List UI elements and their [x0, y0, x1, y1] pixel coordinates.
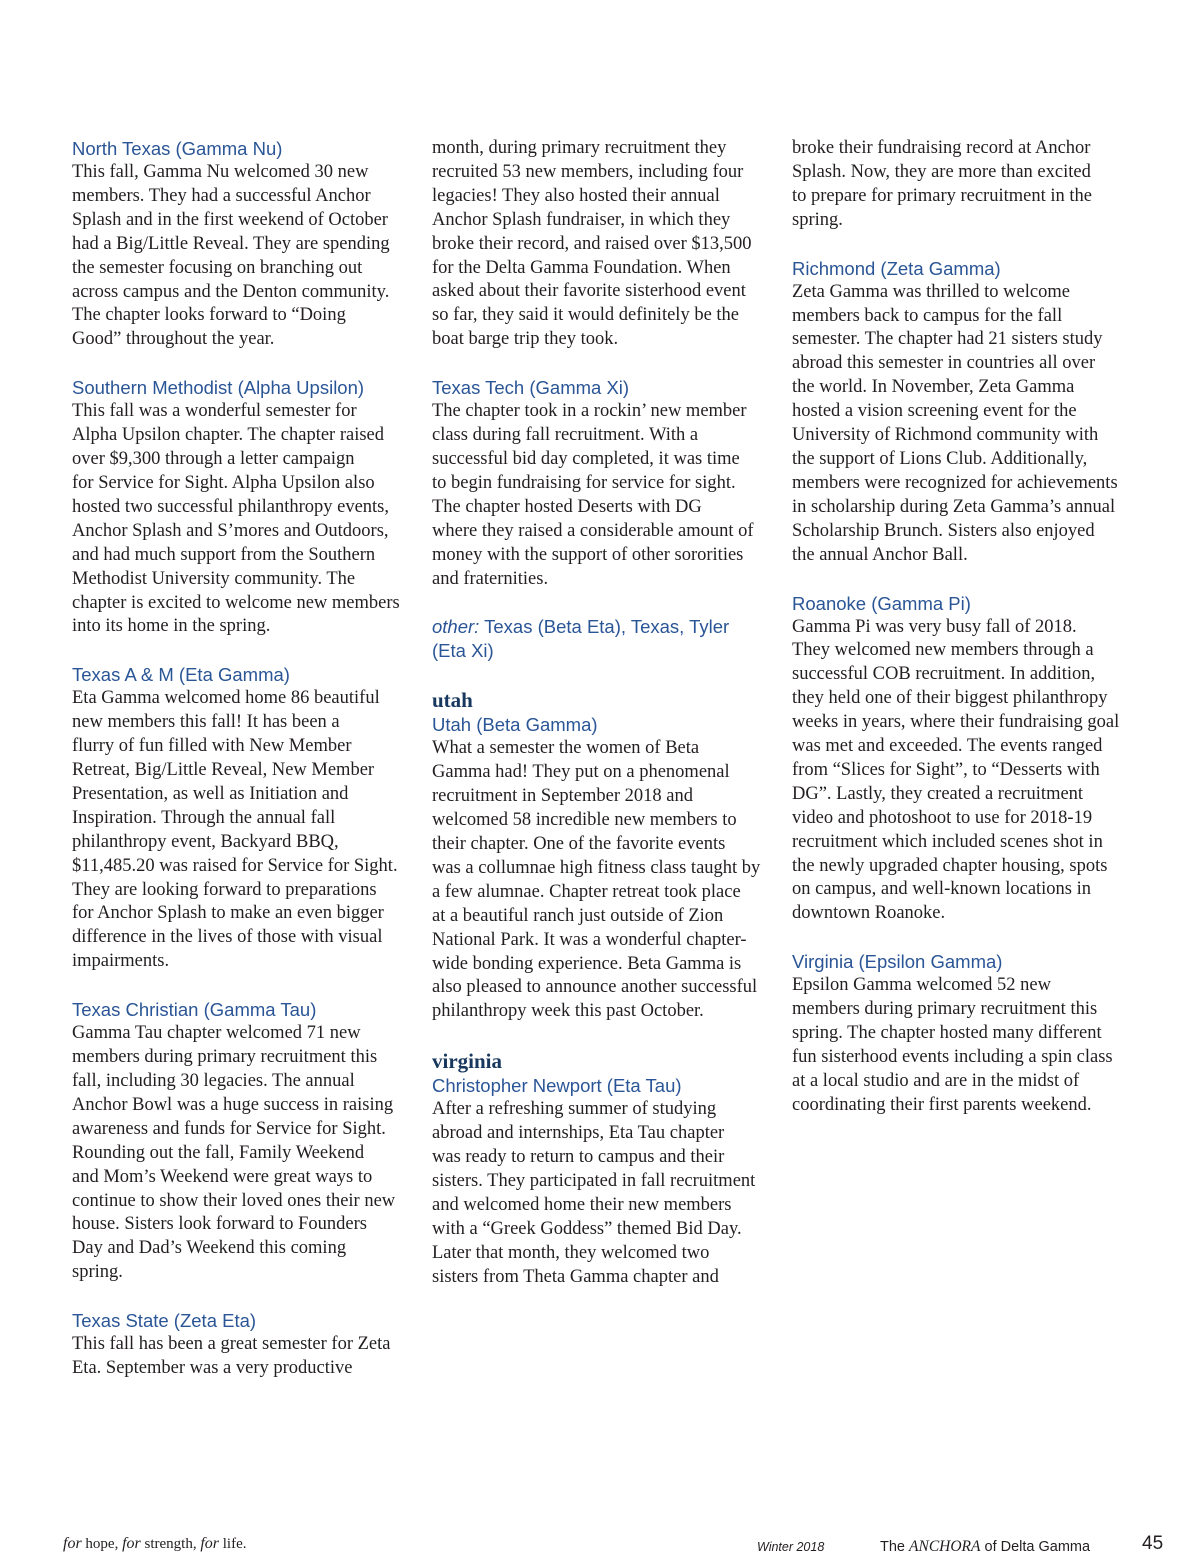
chapter-heading-text: Texas A & M (Eta Gamma): [72, 664, 290, 686]
chapter-body: Eta Gamma welcomed home 86 beautiful new members this fall! It has been a flurry of fun filled with New Member Retreat, Big/Little Reveal, New Member Presentation, as well as Initiation and Inspiration. Through the annual fall philanthropy event, Backyard BBQ, $11,485.20 was raised for Service for Sight. They are looking forward to preparations for Anchor Splash to make an even bigger difference in the lives of those with visual impairments.: [72, 688, 398, 972]
magazine-name: [880, 1538, 1090, 1556]
chapter-body: This fall, Gamma Nu welcomed 30 new members. They had a successful Anchor Splash and in the first weekend of October had a Big/Little Reveal. They are spending the semester focusing on branching out across campus and the Denton community. The chapter looks forward to “Doing Good” throughout the year.: [72, 162, 390, 350]
chapter-heading-text: Virginia (Epsilon Gamma): [792, 951, 1003, 973]
chapter-section: [792, 137, 1137, 233]
chapter-body: The chapter took in a rockin’ new member class during fall recruitment. With a successful bid day completed, it was time to begin fundraising for service for sight. The chapter hosted Deserts with DG where they raised a considerable amount of money with the support of other sororities and fraternities.: [432, 401, 754, 589]
chapter-heading: [432, 376, 772, 400]
chapter-heading: [72, 137, 417, 161]
state-heading: utah: [432, 688, 473, 713]
chapter-section: [72, 376, 417, 639]
chapter-heading: [792, 257, 1137, 281]
chapter-section: [792, 592, 1137, 927]
column-right: [792, 137, 1137, 1142]
chapter-heading-text: Texas Christian (Gamma Tau): [72, 999, 317, 1021]
chapter-body: month, during primary recruitment they recruited 53 new members, including four legacies! They also hosted their annual Anchor Splash fundraiser, in which they broke their record, and raised over $13,500 for the Delta Gamma Foundation. When asked about their favorite sisterhood event so far, they said it would definitely be the boat barge trip they took.: [432, 138, 752, 350]
chapter-section: [792, 950, 1137, 1117]
tagline-life: life.: [219, 1536, 247, 1552]
other-label: other:: [432, 616, 480, 638]
chapter-heading: [432, 713, 772, 737]
magazine-suffix: of Delta Gamma: [980, 1539, 1091, 1555]
chapter-heading: [72, 663, 417, 687]
page-footer: [0, 1535, 1200, 1559]
chapter-body: Gamma Tau chapter welcomed 71 new members during primary recruitment this fall, including 30 legacies. The annual Anchor Bowl was a huge success in raising awareness and funds for Service for Sight. Rounding out the fall, Family Weekend and Mom’s Weekend were great ways to continue to show their loved ones their new house. Sisters look forward to Founders Day and Dad’s Weekend this coming spring.: [72, 1023, 396, 1283]
chapter-heading: [792, 950, 1137, 974]
column-left: [72, 137, 417, 1405]
chapter-section: [432, 687, 772, 1024]
chapter-body: Gamma Pi was very busy fall of 2018. They welcomed new members through a successful COB recruitment. In addition, they held one of their biggest philanthropy weeks in years, where their fundraising goal was met and exceeded. The events ranged from “Slices for Sight”, to “Desserts with DG”. Lastly, they created a recruitment video and photoshoot to use for 2018-19 recruitment which included scenes shot in the newly upgraded chapter housing, spots on campus, and well-known locations in downtown Roanoke.: [792, 616, 1120, 924]
chapter-section: [72, 1309, 417, 1381]
chapter-body: This fall has been a great semester for Zeta Eta. September was a very productive: [72, 1334, 391, 1379]
magazine-prefix: The: [880, 1539, 910, 1555]
tagline-for-3: for: [200, 1535, 220, 1552]
chapter-heading: [432, 1074, 772, 1098]
chapter-heading-text: Utah (Beta Gamma): [432, 714, 598, 736]
chapter-heading: [432, 615, 772, 663]
chapter-heading-text: Texas (Beta Eta), Texas, Tyler (Eta Xi): [432, 616, 730, 662]
chapter-section: [432, 137, 772, 352]
chapter-body: Epsilon Gamma welcomed 52 new members during primary recruitment this spring. The chapter hosted many different fun sisterhood events including a spin class at a local studio and are in the midst of coordinating their first parents weekend.: [792, 975, 1113, 1115]
tagline-strength: strength,: [140, 1536, 201, 1552]
chapter-heading-text: Texas Tech (Gamma Xi): [432, 377, 630, 399]
chapter-heading-text: Roanoke (Gamma Pi): [792, 592, 971, 614]
tagline: [63, 1535, 247, 1553]
page-number: 45: [1142, 1533, 1164, 1554]
chapter-section: [432, 376, 772, 591]
chapter-heading: [72, 998, 417, 1022]
tagline-for-2: for: [122, 1535, 141, 1552]
tagline-hope: hope,: [81, 1536, 123, 1552]
chapter-heading: [72, 1309, 417, 1333]
chapter-heading-text: North Texas (Gamma Nu): [72, 138, 283, 159]
state-heading: virginia: [432, 1049, 503, 1074]
chapter-section: [432, 1048, 772, 1289]
chapter-heading: [72, 376, 417, 400]
chapter-section: [72, 137, 417, 352]
chapter-section: [432, 615, 772, 663]
chapter-section: [72, 998, 417, 1285]
tagline-for-1: for: [63, 1535, 82, 1552]
chapter-section: [792, 257, 1137, 568]
chapter-heading-text: Southern Methodist (Alpha Upsilon): [72, 377, 365, 399]
chapter-body: This fall was a wonderful semester for Alpha Upsilon chapter. The chapter raised over $9,300 through a letter campaign for Service for Sight. Alpha Upsilon also hosted two successful philanthropy events, Anchor Splash and S’mores and Outdoors, and had much support from the Southern Methodist University community. The chapter is excited to welcome new members into its home in the spring.: [72, 401, 400, 637]
magazine-title: ANCHORA: [909, 1538, 981, 1555]
chapter-body: broke their fundraising record at Anchor Splash. Now, they are more than excited to prepare for primary recruitment in the spring.: [792, 138, 1092, 230]
chapter-heading-text: Christopher Newport (Eta Tau): [432, 1075, 682, 1097]
issue-season: Winter 2018: [757, 1540, 825, 1554]
chapter-body: What a semester the women of Beta Gamma had! They put on a phenomenal recruitment in September 2018 and welcomed 58 incredible new members to their chapter. One of the favorite events was a collumnae high fitness class taught by a few alumnae. Chapter retreat took place at a beautiful ranch just outside of Zion National Park. It was a wonderful chapter- wide bonding experience. Beta Gamma is also pleased to announce another successful philanthropy week this past October.: [432, 738, 761, 1022]
chapter-heading-text: Texas State (Zeta Eta): [72, 1310, 257, 1332]
chapter-body: After a refreshing summer of studying abroad and internships, Eta Tau chapter was ready to return to campus and their sisters. They participated in fall recruitment and welcomed home their new members with a “Greek Goddess” themed Bid Day. Later that month, they welcomed two sisters from Theta Gamma chapter and: [432, 1099, 756, 1287]
chapter-section: [72, 663, 417, 974]
chapter-body: Zeta Gamma was thrilled to welcome members back to campus for the fall semester. The chapter had 21 sisters study abroad this semester in countries all over the world. In November, Zeta Gamma hosted a vision screening event for the University of Richmond community with the support of Lions Club. Additionally, members were recognized for achievements in scholarship during Zeta Gamma’s annual Scholarship Brunch. Sisters also enjoyed the annual Anchor Ball.: [792, 281, 1118, 565]
chapter-heading: [792, 592, 1137, 616]
column-middle: [432, 137, 772, 1314]
chapter-heading-text: Richmond (Zeta Gamma): [792, 257, 1001, 279]
